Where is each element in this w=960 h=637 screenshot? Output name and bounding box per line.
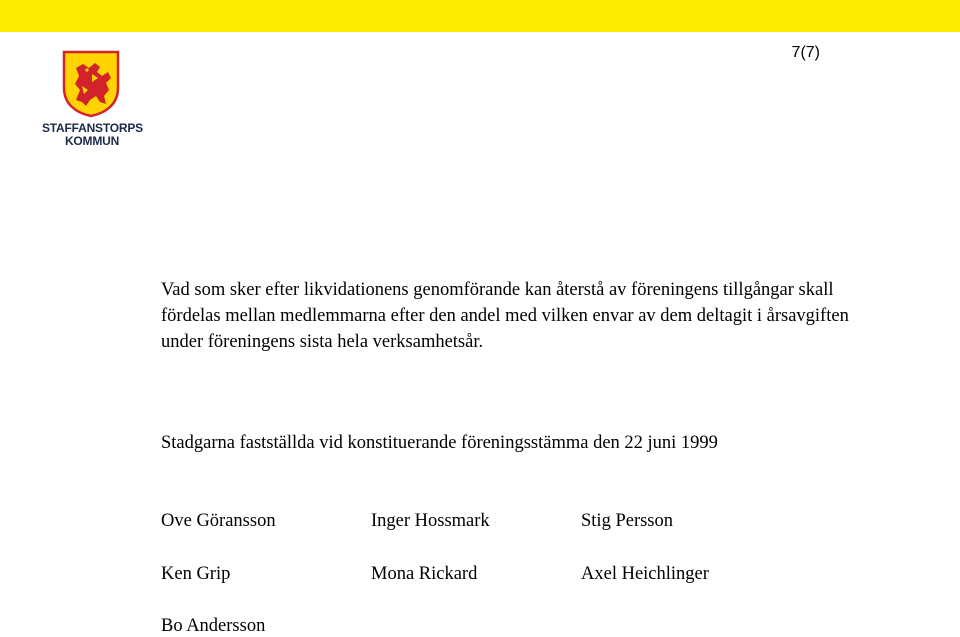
signatory-name: Mona Rickard: [371, 564, 478, 584]
signatory-name: Ove Göransson: [161, 511, 276, 531]
logo-line-2: KOMMUN: [64, 134, 120, 148]
statutes-adoption-line: Stadgarna fastställda vid konstituerande föreningsstämma den 22 juni 1999: [161, 433, 718, 453]
logo-line-1: STAFFANSTORPS: [42, 121, 143, 135]
signatory-name: Bo Andersson: [161, 616, 266, 636]
signatory-name: Inger Hossmark: [371, 511, 490, 531]
signatory-name: Stig Persson: [581, 511, 674, 531]
page-number: 7(7): [791, 44, 820, 61]
lion-coat-of-arms-icon: [62, 50, 120, 118]
municipality-logo: [42, 50, 142, 148]
signatory-name: Ken Grip: [161, 564, 231, 584]
liquidation-paragraph: Vad som sker efter likvidationens genomförande kan återstå av föreningens tillgångar skall fördelas mellan medlemmarna efter den andel med vilken envar av dem deltagit i årsavgiften under föreningens sista hela verksamhetsår.: [161, 280, 849, 352]
top-color-band: [0, 0, 960, 32]
signatory-name: Axel Heichlinger: [581, 564, 709, 584]
